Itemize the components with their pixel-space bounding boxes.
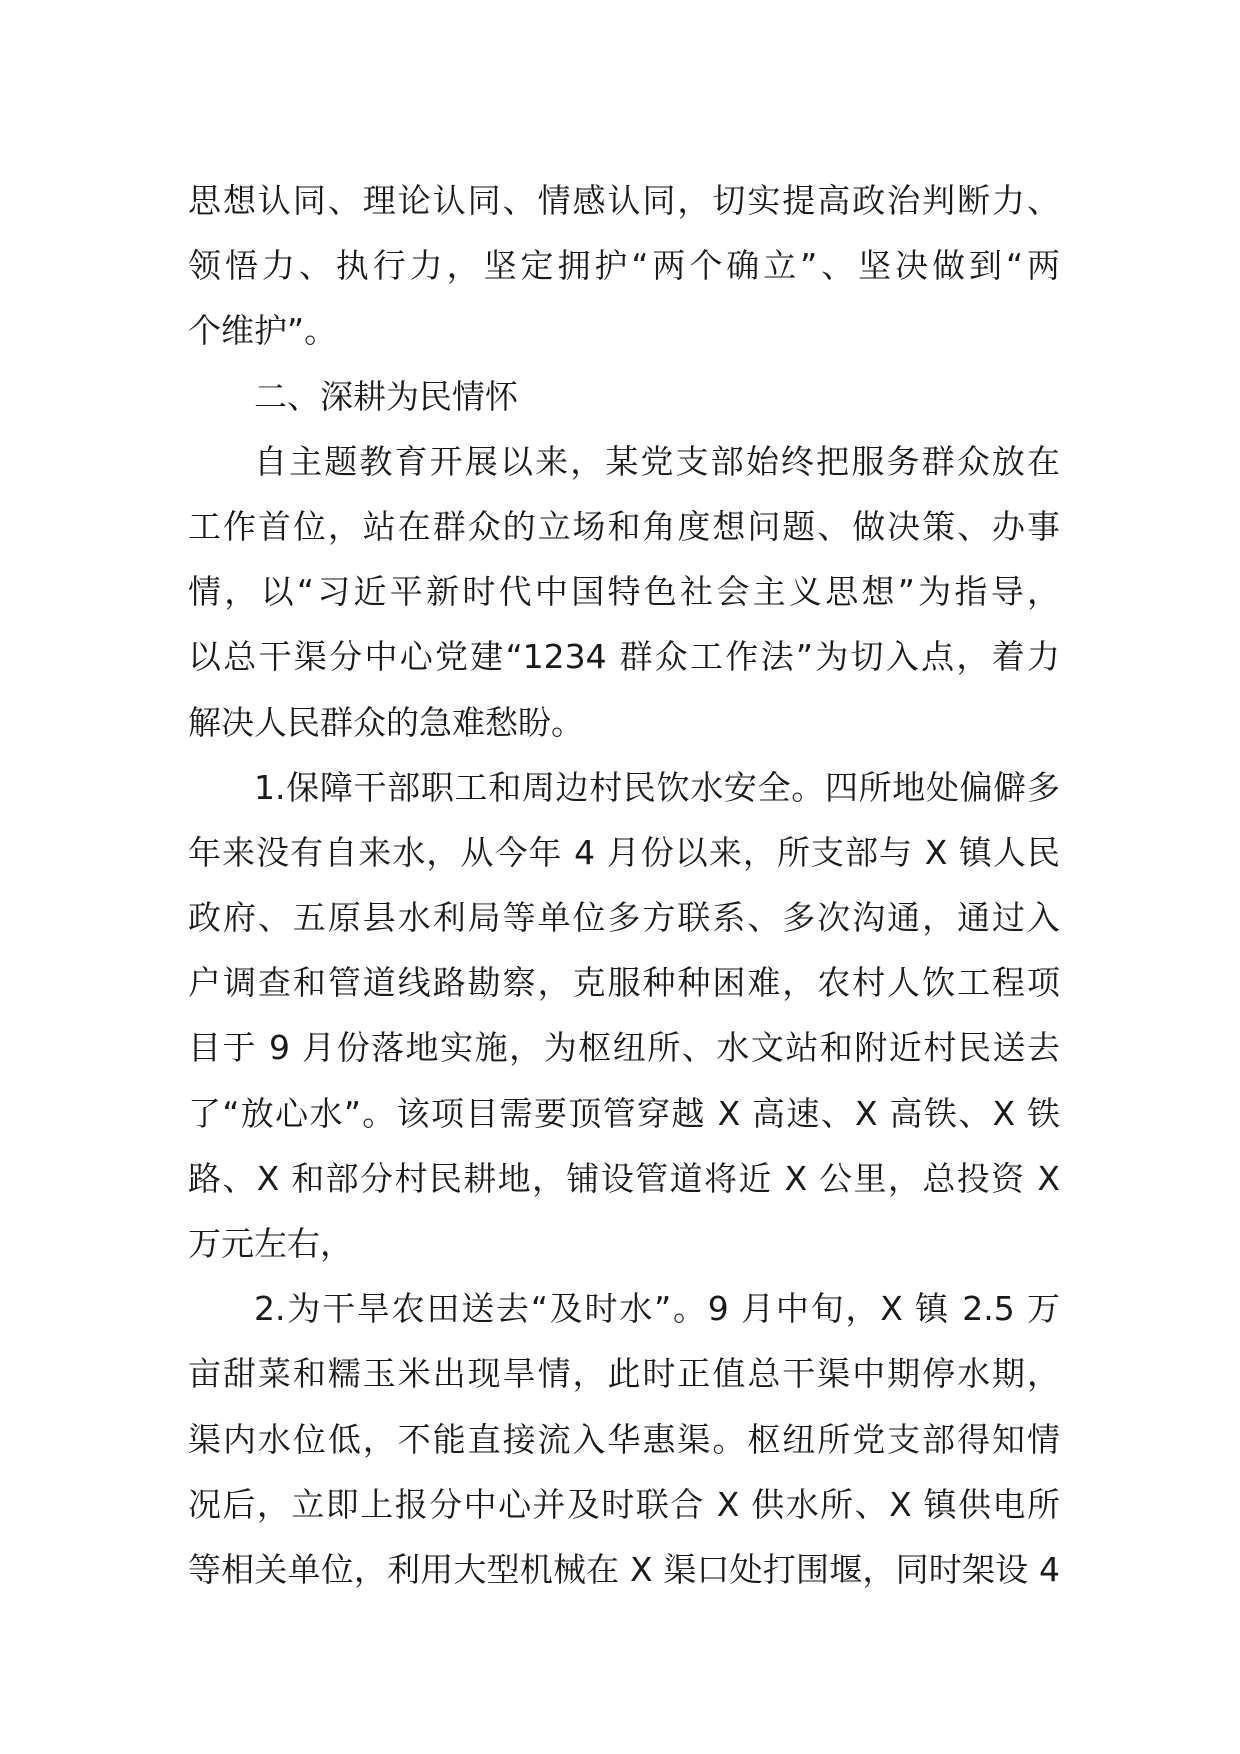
text-line: 以总干渠分中心党建“1234 群众工作法”为切入点，着力: [188, 637, 1060, 677]
text-line: 年来没有自来水，从今年 4 月份以来，所支部与 X 镇人民: [188, 832, 1060, 872]
text-line: 等相关单位，利用大型机械在 X 渠口处打围堰，同时架设 4: [188, 1549, 1060, 1589]
document-body: [188, 168, 1060, 1602]
text-line: 解决人民群众的急难愁盼。: [188, 702, 584, 742]
text-line: 渠内水位低，不能直接流入华惠渠。枢纽所党支部得知情: [188, 1419, 1060, 1459]
text-line: 路、X 和部分村民耕地，铺设管道将近 X 公里，总投资 X: [188, 1158, 1060, 1198]
text-line: 万元左右，: [188, 1224, 353, 1263]
text-line: 2.为干旱农田送去“及时水”。9 月中旬，X 镇 2.5 万: [254, 1289, 1060, 1329]
text-line: 户调查和管道线路勘察，克服种种困难，农村人饮工程项: [188, 963, 1060, 1003]
text-line: 自主题教育开展以来，某党支部始终把服务群众放在: [254, 441, 1060, 481]
text-line: 领悟力、执行力，坚定拥护“两个确立”、坚决做到“两: [188, 246, 1060, 286]
text-line: 1.保障干部职工和周边村民饮水安全。四所地处偏僻多: [254, 767, 1060, 807]
text-line: 了“放心水”。该项目需要顶管穿越 X 高速、X 高铁、X 铁: [188, 1093, 1060, 1133]
text-line: 亩甜菜和糯玉米出现旱情，此时正值总干渠中期停水期，: [188, 1354, 1060, 1394]
text-line: 工作首位，站在群众的立场和角度想问题、做决策、办事: [188, 506, 1060, 546]
text-line: 情，以“习近平新时代中国特色社会主义思想”为指导，: [188, 572, 1060, 612]
text-line: 目于 9 月份落地实施，为枢纽所、水文站和附近村民送去: [188, 1028, 1060, 1068]
section-heading: 二、深耕为民情怀: [254, 376, 518, 416]
text-line: 个维护”。: [188, 311, 338, 351]
text-line: 思想认同、理论认同、情感认同，切实提高政治判断力、: [188, 181, 1060, 220]
text-line: 况后，立即上报分中心并及时联合 X 供水所、X 镇供电所: [188, 1484, 1060, 1524]
text-line: 政府、五原县水利局等单位多方联系、多次沟通，通过入: [188, 898, 1060, 938]
